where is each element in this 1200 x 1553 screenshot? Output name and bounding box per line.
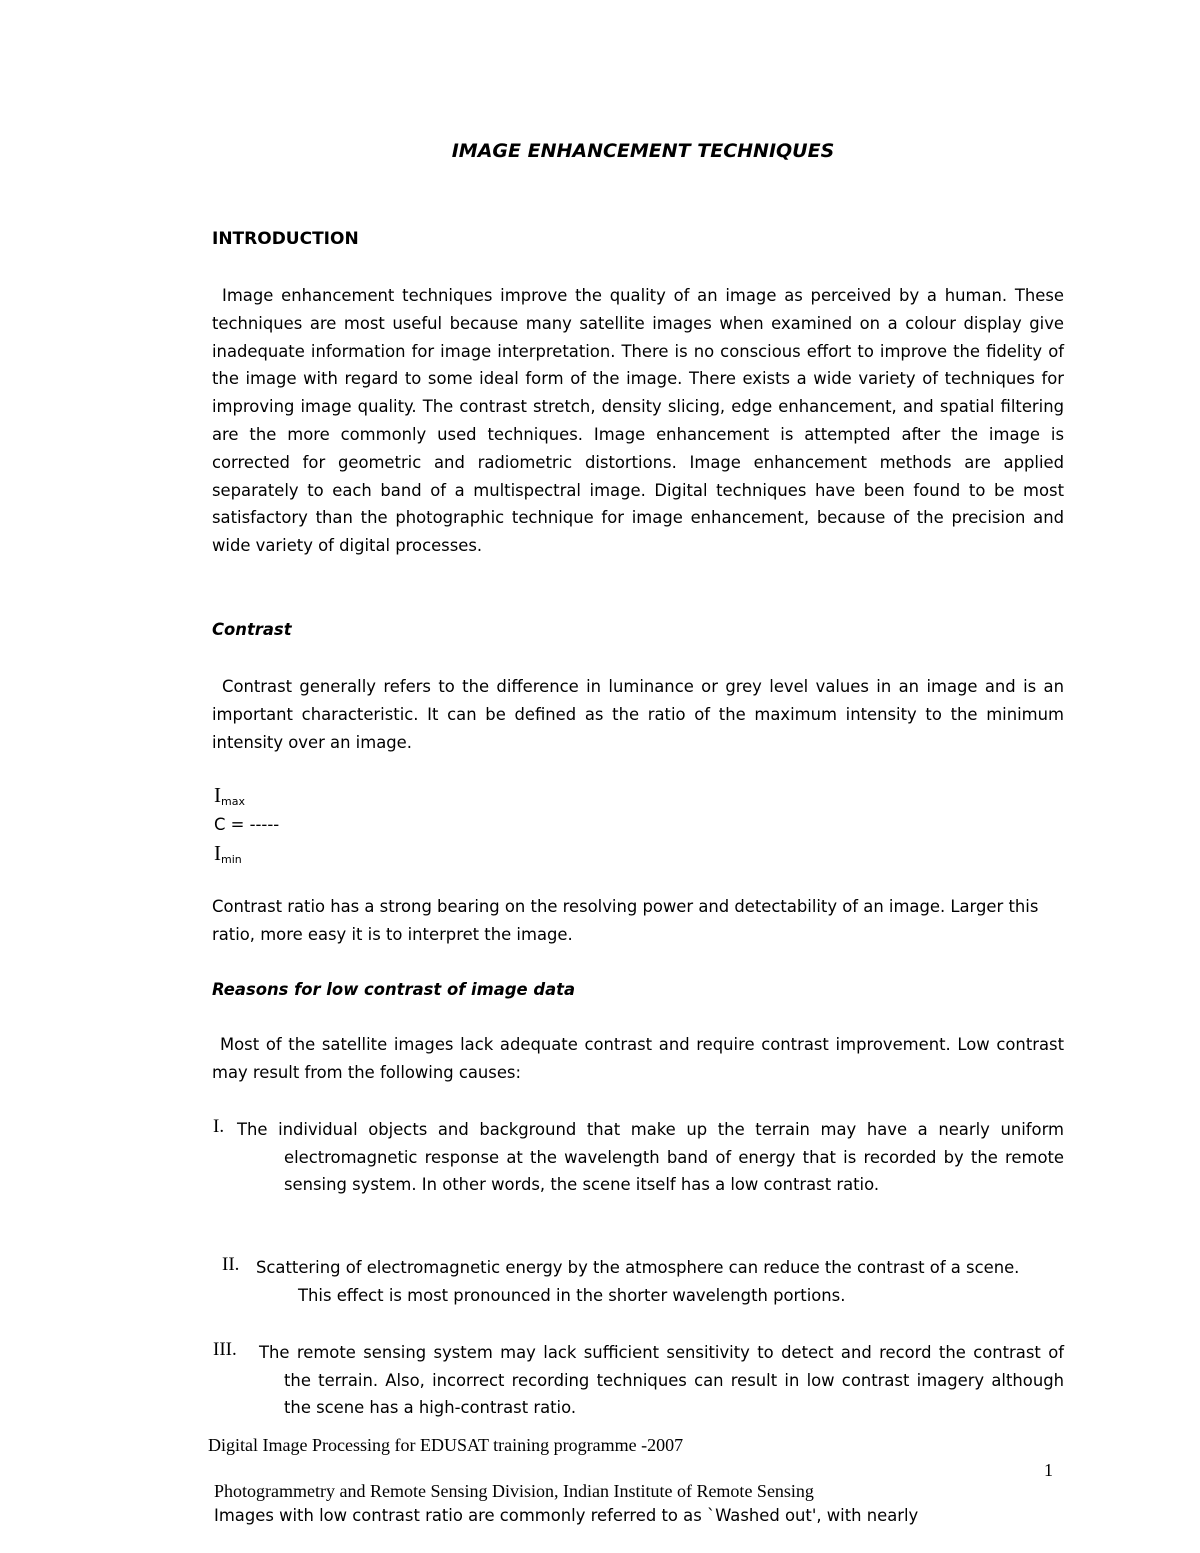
continuation-text: Images with low contrast ratio are commonly referred to as `Washed out', with nearly <box>214 1506 919 1525</box>
page-title: IMAGE ENHANCEMENT TECHNIQUES <box>451 140 835 162</box>
intro-heading: INTRODUCTION <box>212 229 359 249</box>
contrast-heading: Contrast <box>212 620 292 639</box>
formula-denominator: $I_{min}$ <box>214 841 242 866</box>
reasons-heading: Reasons for low contrast of image data <box>212 980 576 999</box>
contrast-paragraph: Contrast generally refers to the difference in luminance or grey level values in an image and is an important characteristic. It can be defined as the ratio of the maximum intensity to the minimum intensity over an image. <box>212 677 1064 752</box>
formula-numerator: $I_{max}$ <box>214 783 245 808</box>
document-page: IMAGE ENHANCEMENT TECHNIQUES INTRODUCTION Image enhancement techniques improve the quality of an image as perceived by a human. These techniques are most useful because many satellite images when examined on a colour display give inadequate information for image interpretation. There is no conscious effort to improve the fidelity of the image with regard to some ideal form of the image. There exists a wide variety of techniques for improving image quality. The contrast stretch, density slicing, edge enhancement, and spatial filtering are the more commonly used techniques. Image enhancement is attempted after the image is corrected for geometric and radiometric distortions. Image enhancement methods are applied separately to each band of a multispectral image. Digital techniques have been found to be most satisfactory than the photographic technique for image enhancement, because of the precision and wide variety of digital processes. Contrast Contrast generally refers to the difference in luminance or grey level values in an image and is an important characteristic. It can be defined as the ratio of the maximum intensity to the minimum intensity over an image. $I_{max}$ C = ----- $I_{min}$ Contrast ratio has a strong bearing on the resolving power and detectability of an image. Larger this ratio, more easy it is to interpret the image. Reasons for low contrast of image data Most of the satellite images lack adequate contrast and require contrast improvement. Low contrast may result from the following causes: I. The individual objects and background that make up the terrain may have a nearly uniform electromagnetic response at the wavelength band of energy that is recorded by the remote sensing system. In other words, the scene itself has a low contrast ratio. II. Scattering of electromagnetic energy by the atmosphere can reduce the contrast of a scene. This effect is most pronounced in the shorter wavelength portions. III. The remote sensing system may lack sufficient sensitivity to detect and record the contrast of the terrain. Also, incorrect recording techniques can result in low contrast imagery although the scene has a high-contrast ratio. Digital Image Processing for EDUSAT training programme -2007 1 Photogrammetry and Remote Sensing Division, Indian Institute of Remote Sensing Images with low contrast ratio are commonly referred to as `Washed out', with nearly <box>0 0 1200 1553</box>
formula-lhs: C = ----- <box>214 815 280 834</box>
reasons-paragraph: Most of the satellite images lack adequate contrast and require contrast improvement. Low contrast may result from the following causes: <box>212 1035 1064 1082</box>
footer-programme: Digital Image Processing for EDUSAT training programme -2007 <box>208 1435 684 1455</box>
footer-institute: Photogrammetry and Remote Sensing Division, Indian Institute of Remote Sensing <box>214 1481 814 1501</box>
intro-paragraph: Image enhancement techniques improve the quality of an image as perceived by a human. These techniques are most useful because many satellite images when examined on a colour display give inadequate information for image interpretation. There is no conscious effort to improve the fidelity of the image with regard to some ideal form of the image. There exists a wide variety of techniques for improving image quality. The contrast stretch, density slicing, edge enhancement, and spatial filtering are the more commonly used techniques. Image enhancement is attempted after the image is corrected for geometric and radiometric distortions. Image enhancement methods are applied separately to each band of a multispectral image. Digital techniques have been found to be most satisfactory than the photographic technique for image enhancement, because of the precision and wide variety of digital processes. <box>212 286 1064 556</box>
page-number: 1 <box>1044 1460 1053 1480</box>
contrast-ratio-paragraph: Contrast ratio has a strong bearing on the resolving power and detectability of an image. Larger this ratio, more easy it is to interpret the image. <box>212 897 1039 944</box>
